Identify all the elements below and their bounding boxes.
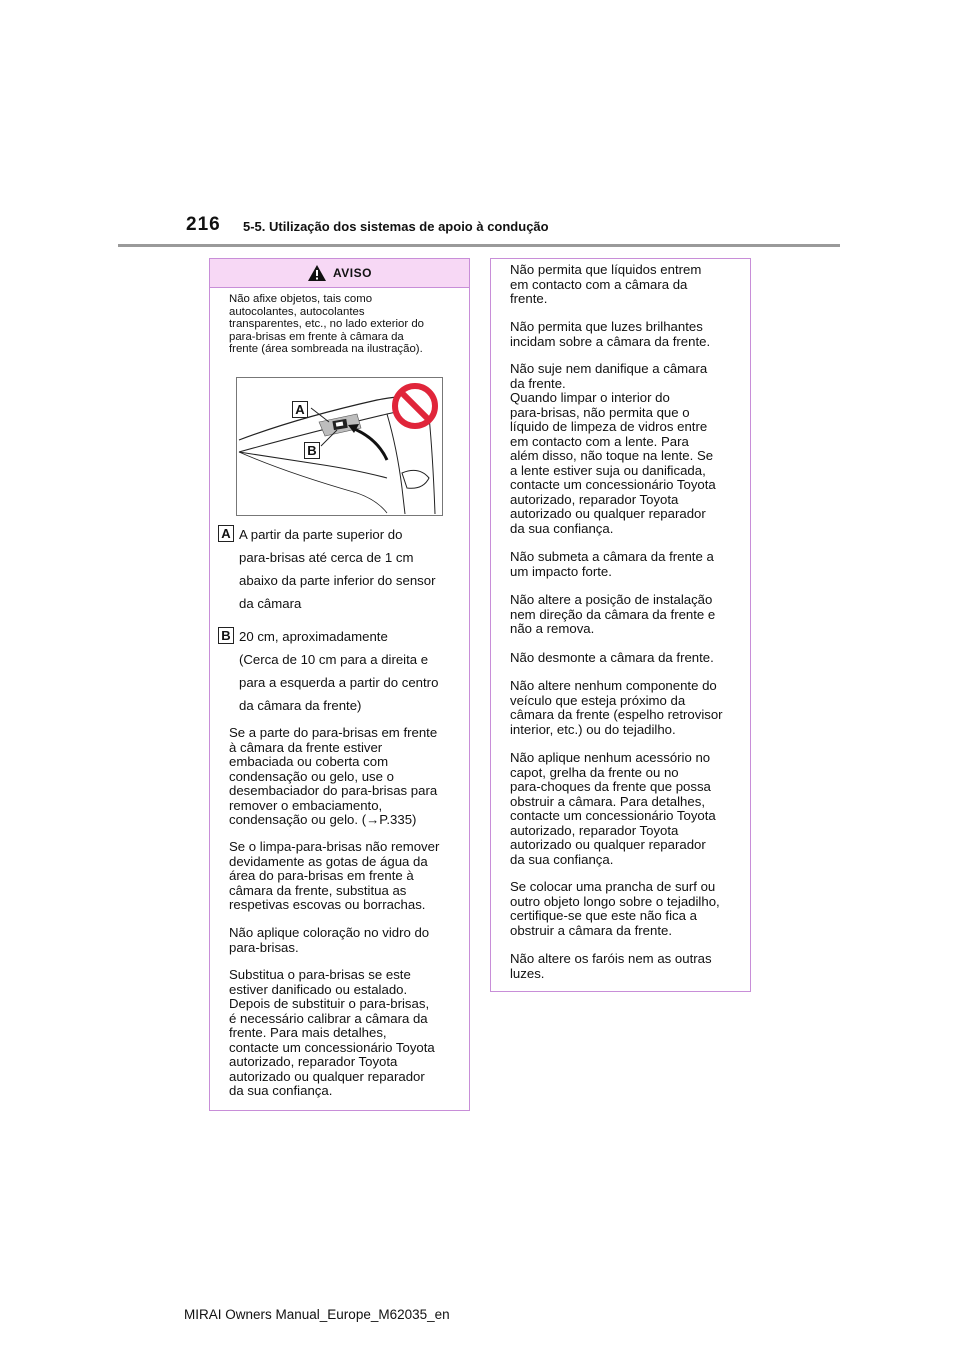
left-paragraph-4: Substitua o para-brisas se este estiver danificado ou estalado. Depois de substituir o para-brisas, é necessário calibrar a câmara da frente. Para mais detalhes, contacte um concessionário Toyota autorizado, reparador Toyota autorizado ou qualquer reparador da sua confiança. [229,967,435,1098]
right-paragraph-4: Não submeta a câmara da frente a um impacto forte. [510,549,714,579]
right-paragraph-8: Não aplique nenhum acessório no capot, grelha da frente ou no para-choques da frente que possa obstruir a câmara. Para detalhes, contacte um concessionário Toyota autorizado, reparador Toyota autorizado ou qualquer reparador da sua confiança. [510,750,716,867]
left-paragraph-3: Não aplique coloração no vidro do para-brisas. [229,925,430,955]
windshield-drawing [237,378,442,515]
right-paragraph-7: Não altere nenhum componente do veículo que esteja próximo da câmara da frente (espelho retrovisor interior, etc.) ou do tejadilho. [510,678,723,737]
item-label-a: A [218,525,234,542]
illustration-label-b: B [304,442,320,459]
right-paragraph-6: Não desmonte a câmara da frente. [510,650,714,665]
right-paragraph-1: Não permita que líquidos entrem em contacto com a câmara da frente. [510,262,702,306]
illustration-label-a: A [292,401,308,418]
header-rule [118,244,840,247]
item-b-text: 20 cm, aproximadamente (Cerca de 10 cm para a direita e para a esquerda a partir do centro da câmara da frente) [239,629,439,713]
warning-intro: Não afixe objetos, tais como autocolantes, autocolantes transparentes, etc., no lado exterior do para-brisas em frente à câmara da frente (área sombreada na ilustração). [229,293,425,356]
right-paragraph-10: Não altere os faróis nem as outras luzes. [510,951,712,981]
item-label-b: B [218,627,234,644]
warning-triangle-icon [307,264,327,282]
left-paragraph-1: Se a parte do para-brisas em frente à câmara da frente estiver embaciada ou coberta com condensação ou gelo, use o desembaciador do para-brisas para remover o embaciamento, condensação ou gelo. (→P.335) [229,725,438,827]
footer-text: MIRAI Owners Manual_Europe_M62035_en [184,1307,450,1322]
right-paragraph-2: Não permita que luzes brilhantes incidam sobre a câmara da frente. [510,319,711,349]
page-number: 216 [186,214,221,235]
right-paragraph-5: Não altere a posição de instalação nem direção da câmara da frente e não a remova. [510,592,716,636]
left-paragraph-2: Se o limpa-para-brisas não remover devidamente as gotas de água da área do para-brisas em frente à câmara da frente, substitua as respetivas escovas ou borrachas. [229,839,440,912]
right-paragraph-9: Se colocar uma prancha de surf ou outro objeto longo sobre o tejadilho, certifique-se que este não fica a obstruir a câmara da frente. [510,879,720,938]
warning-header [210,259,469,288]
warning-title: AVISO [333,266,372,280]
windshield-illustration [236,377,443,516]
item-a-text: A partir da parte superior do para-brisas até cerca de 1 cm abaixo da parte inferior do sensor da câmara [239,527,436,611]
right-paragraph-3: Não suje nem danifique a câmara da frente. Quando limpar o interior do para-brisas, não permita que o líquido de limpeza de vidros entre em contacto com a lente. Para além disso, não toque na lente. Se a lente estiver suja ou danificada, contacte um concessionário Toyota autorizado, reparador Toyota autorizado ou qualquer reparador da sua confiança. [510,361,716,536]
section-title: 5-5. Utilização dos sistemas de apoio à condução [243,219,549,234]
